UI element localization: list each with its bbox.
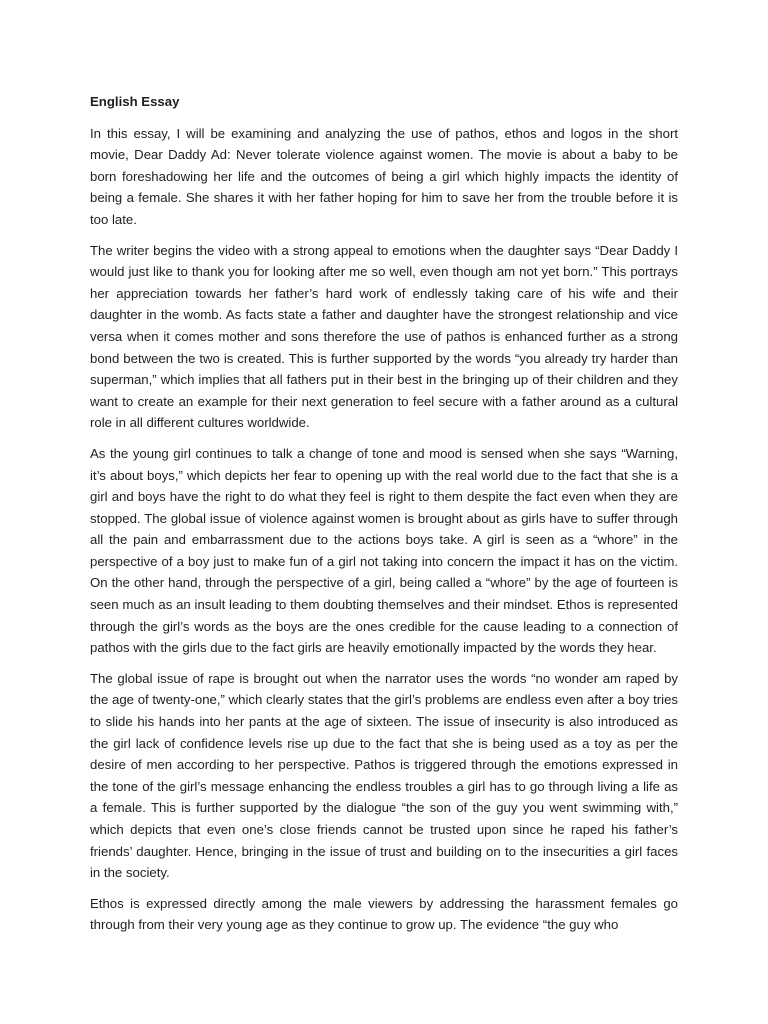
paragraph-3: As the young girl continues to talk a change of tone and mood is sensed when she says “Warning, it’s about boys,” which depicts her fear to opening up with the real world due to the fact that she is a girl and boys have the right to do what they feel is right to them despite the fact even when they are stopped. The global issue of violence against women is brought about as girls have to suffer through all the pain and embarrassment due to the actions boys take. A girl is seen as a “whore” in the perspective of a boy just to make fun of a girl not taking into concern the impact it has on the victim. On the other hand, through the perspective of a girl, being called a “whore” by the age of fourteen is seen much as an insult leading to them doubting themselves and their mindset. Ethos is represented through the girl’s words as the boys are the ones credible for the cause leading to a connection of pathos with the girls due to the fact girls are heavily emotionally impacted by the words they hear. [90, 445, 678, 656]
paragraph-4: The global issue of rape is brought out when the narrator uses the words “no wonder am raped by the age of twenty-one,” which clearly states that the girl’s problems are endless even after a boy tries to slide his hands into her pants at the age of sixteen. The issue of insecurity is also introduced as the girl lack of confidence levels rise up due to the fact that she is being used as a toy as per the desire of men according to her perspective. Pathos is triggered through the emotions expressed in the tone of the girl’s message enhancing the endless troubles a girl has to go through living a life as a female. This is further supported by the dialogue “the son of the guy you went swimming with,” which depicts that even one’s close friends cannot be trusted upon since he raped his father’s friends’ daughter. Hence, bringing in the issue of trust and building on to the insecurities a girl faces in the society. [90, 670, 678, 881]
paragraph-5: Ethos is expressed directly among the male viewers by addressing the harassment females go through from their very young age as they continue to grow up. The evidence “the guy who [90, 895, 678, 933]
paragraph-2: The writer begins the video with a strong appeal to emotions when the daughter says “Dear Daddy I would just like to thank you for looking after me so well, even though am not yet born.” This portrays her appreciation towards her father’s hard work of endlessly taking care of his wife and their daughter in the womb. As facts state a father and daughter have the strongest relationship and vice versa when it comes mother and sons therefore the use of pathos is enhanced further as a strong bond between the two is created. This is further supported by the words “you already try harder than superman,” which implies that all fathers put in their best in the bringing up of their children and they want to create an example for their next generation to feel secure with a father around as a cultural role in all different cultures worldwide. [90, 242, 678, 431]
paragraph-1: In this essay, I will be examining and analyzing the use of pathos, ethos and logos in the short movie, Dear Daddy Ad: Never tolerate violence against women. The movie is about a baby to be born foreshadowing her life and the outcomes of being a girl which highly impacts the identity of being a female. She shares it with her father hoping for him to save her from the trouble before it is too late. [90, 125, 678, 227]
essay-page [90, 91, 678, 936]
essay-title: English Essay [90, 94, 180, 109]
